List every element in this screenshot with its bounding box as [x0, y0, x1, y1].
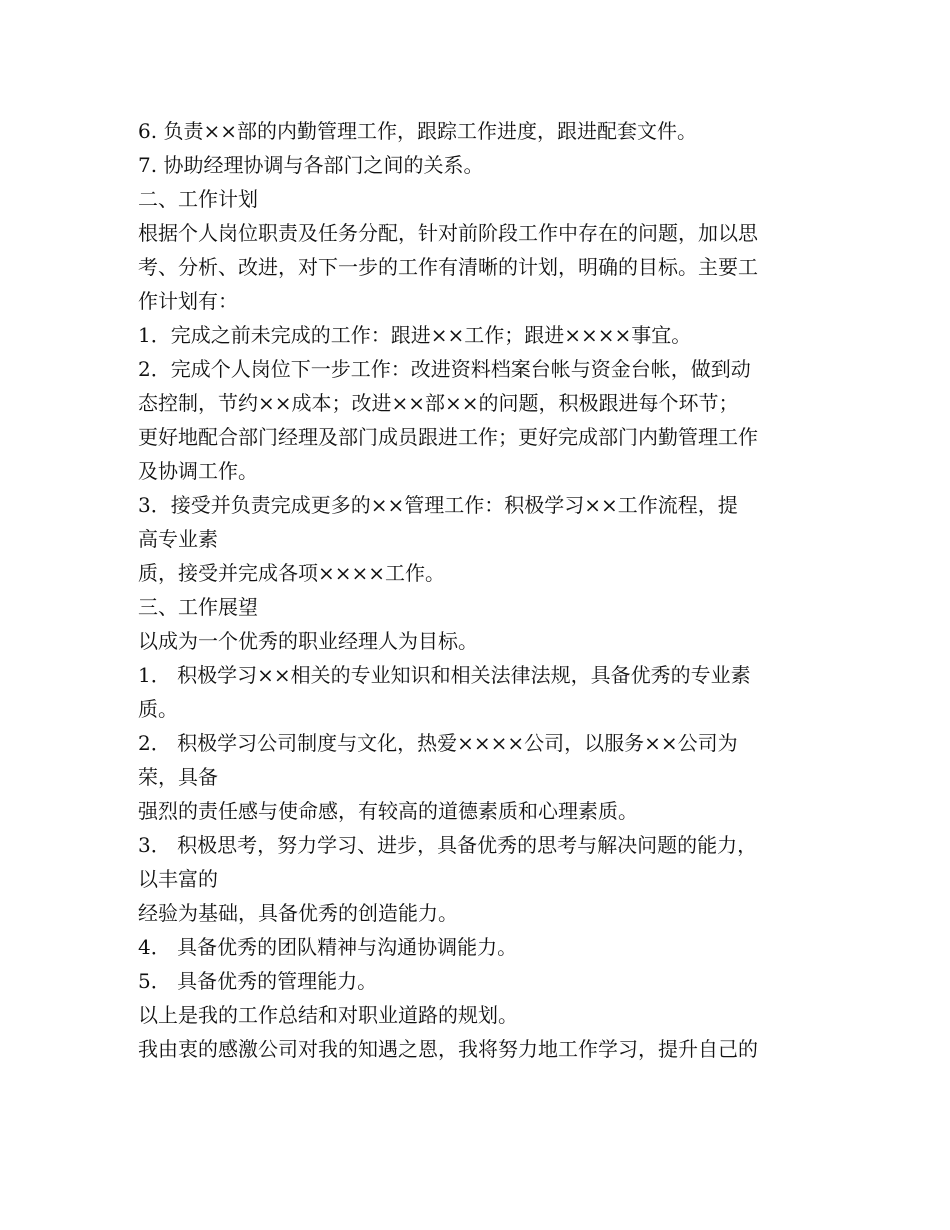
text-line: 质，接受并完成各项××××工作。: [138, 561, 446, 585]
text-line: 2．完成个人岗位下一步工作：改进资料档案台帐与资金台帐，做到动: [138, 357, 751, 381]
text-line: 6. 负责××部的内勤管理工作，跟踪工作进度，跟进配套文件。: [138, 119, 697, 143]
text-line: 态控制，节约××成本；改进××部××的问题，积极跟进每个环节；: [138, 391, 739, 415]
text-line: 质。: [138, 697, 178, 721]
document-body: [138, 114, 818, 1066]
text-line: 1．完成之前未完成的工作：跟进××工作；跟进××××事宜。: [138, 323, 692, 347]
text-line: 根据个人岗位职责及任务分配，针对前阶段工作中存在的问题，加以思: [138, 221, 758, 245]
text-line: 5． 具备优秀的管理能力。: [138, 969, 378, 993]
text-line: 强烈的责任感与使命感，有较高的道德素质和心理素质。: [138, 799, 638, 823]
text-line: 1． 积极学习××相关的专业知识和相关法律法规，具备优秀的专业素: [138, 663, 751, 687]
text-line: 作计划有：: [138, 289, 238, 313]
text-line: 7. 协助经理协调与各部门之间的关系。: [138, 153, 484, 177]
text-line: 以成为一个优秀的职业经理人为目标。: [138, 629, 478, 653]
section-heading: 三、工作展望: [138, 595, 258, 619]
text-line: 高专业素: [138, 527, 218, 551]
text-line: 以丰富的: [138, 867, 218, 891]
text-line: 3． 积极思考，努力学习、进步，具备优秀的思考与解决问题的能力，: [138, 833, 758, 857]
text-line: 更好地配合部门经理及部门成员跟进工作；更好完成部门内勤管理工作: [138, 425, 758, 449]
text-line: 4． 具备优秀的团队精神与沟通协调能力。: [138, 935, 518, 959]
text-line: 以上是我的工作总结和对职业道路的规划。: [138, 1003, 518, 1027]
text-line: 2． 积极学习公司制度与文化，热爱××××公司，以服务××公司为: [138, 731, 738, 755]
section-heading: 二、工作计划: [138, 187, 258, 211]
text-line: 及协调工作。: [138, 459, 258, 483]
text-line: 我由衷的感激公司对我的知遇之恩，我将努力地工作学习，提升自己的: [138, 1037, 758, 1061]
text-line: 经验为基础，具备优秀的创造能力。: [138, 901, 458, 925]
text-line: 荣，具备: [138, 765, 218, 789]
text-line: 3．接受并负责完成更多的××管理工作：积极学习××工作流程，提: [138, 493, 738, 517]
text-line: 考、分析、改进，对下一步的工作有清晰的计划，明确的目标。主要工: [138, 255, 758, 279]
